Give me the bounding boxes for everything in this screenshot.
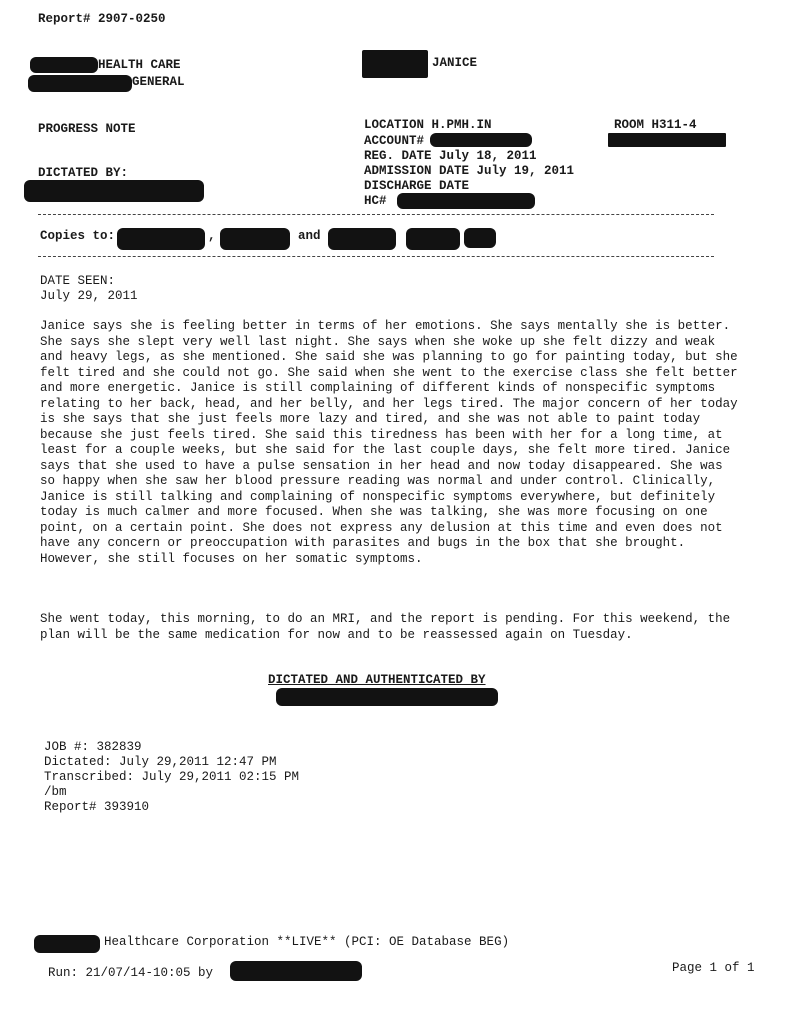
redacted-organization	[34, 935, 100, 953]
redacted-facility-name-2	[28, 75, 132, 92]
divider-bottom	[38, 256, 714, 257]
dictated-timestamp: Dictated: July 29,2011 12:47 PM	[44, 755, 277, 769]
redacted-signature	[276, 688, 498, 706]
footer-organization: Healthcare Corporation **LIVE** (PCI: OE Database BEG)	[104, 935, 510, 949]
redacted-copy-recipient-2	[220, 228, 290, 250]
report-number-top: Report# 2907-0250	[38, 12, 166, 26]
account-label: ACCOUNT#	[364, 134, 425, 148]
redacted-copy-recipient-1	[117, 228, 205, 250]
redacted-copy-recipient-5	[464, 228, 496, 248]
body-paragraph-2: She went today, this morning, to do an MRI, and the report is pending. For this weekend, the plan will be the same medication for now and to be reassessed again on Tuesday.	[40, 612, 731, 642]
redacted-dictating-physician	[24, 180, 204, 202]
redacted-facility-name	[30, 57, 98, 73]
note-plan	[40, 612, 740, 643]
registration-date: REG. DATE July 18, 2011	[364, 149, 537, 163]
redacted-room-detail	[608, 133, 726, 147]
discharge-date: DISCHARGE DATE	[364, 179, 470, 193]
hc-label: HC#	[364, 194, 387, 208]
redacted-copy-recipient-3	[328, 228, 396, 250]
report-number-bottom: Report# 393910	[44, 800, 150, 814]
patient-first-name: JANICE	[432, 56, 478, 70]
transcribed-timestamp: Transcribed: July 29,2011 02:15 PM	[44, 770, 300, 784]
redacted-run-user	[230, 961, 362, 981]
body-paragraph-1: Janice says she is feeling better in terms of her emotions. She says mentally she is better. She says she slept very well last night. She says when she woke up she felt dizzy and weak and heavy legs, as she mentioned. She said she was planning to go for painting today, but she felt tired and she could not go. She said when she went to the exercise class she felt better and more energetic. Janice is still complaining of different kinds of nonspecific symptoms relating to her back, head, and her belly, and her legs tired. The major concern of her today is she says that she just feels more lazy and tired, and she was not able to paint today because she just feels tired. She said this tiredness has been with her for a long time, at least for a couple weeks, but she said for the last couple days, she felt more tired. Janice says that she used to have a pulse sensation in her head and now today disappeared. She was so happy when she saw her blood pressure reading was normal and under control. Clinically, Janice is still talking and complaining of nonspecific symptoms everywhere, but definitely today is much calmer and more focused. When she was talking, she was more focusing on one point, on a certain point. She does not express any delusion at this time and even does not have any concern or preoccupation with parasites and bugs in the box that she brought. However, she still focuses on her somatic symptoms.	[40, 319, 738, 566]
run-info: Run: 21/07/14-10:05 by	[48, 966, 214, 980]
facility-line-2: GENERAL	[132, 75, 185, 89]
dictated-by-label: DICTATED BY:	[38, 166, 129, 180]
transcriber-initials: /bm	[44, 785, 67, 799]
page-number: Page 1 of 1	[672, 961, 755, 975]
facility-line-1: HEALTH CARE	[98, 58, 181, 72]
location: LOCATION H.PMH.IN	[364, 118, 492, 132]
copies-label: Copies to:	[40, 229, 116, 243]
divider-top	[38, 214, 714, 215]
admission-date: ADMISSION DATE July 19, 2011	[364, 164, 575, 178]
copies-separator: ,	[208, 229, 216, 243]
date-seen-value: July 29, 2011	[40, 289, 138, 303]
redacted-account-number	[430, 133, 532, 147]
job-number: JOB #: 382839	[44, 740, 142, 754]
redacted-patient-surname	[362, 50, 428, 78]
date-seen-label: DATE SEEN:	[40, 274, 116, 288]
redacted-copy-recipient-4	[406, 228, 460, 250]
copies-and: and	[298, 229, 321, 243]
signature-label: DICTATED AND AUTHENTICATED BY	[268, 673, 486, 687]
redacted-hc-number	[397, 193, 535, 209]
note-type: PROGRESS NOTE	[38, 122, 136, 136]
room: ROOM H311-4	[614, 118, 697, 132]
note-body	[40, 319, 740, 567]
